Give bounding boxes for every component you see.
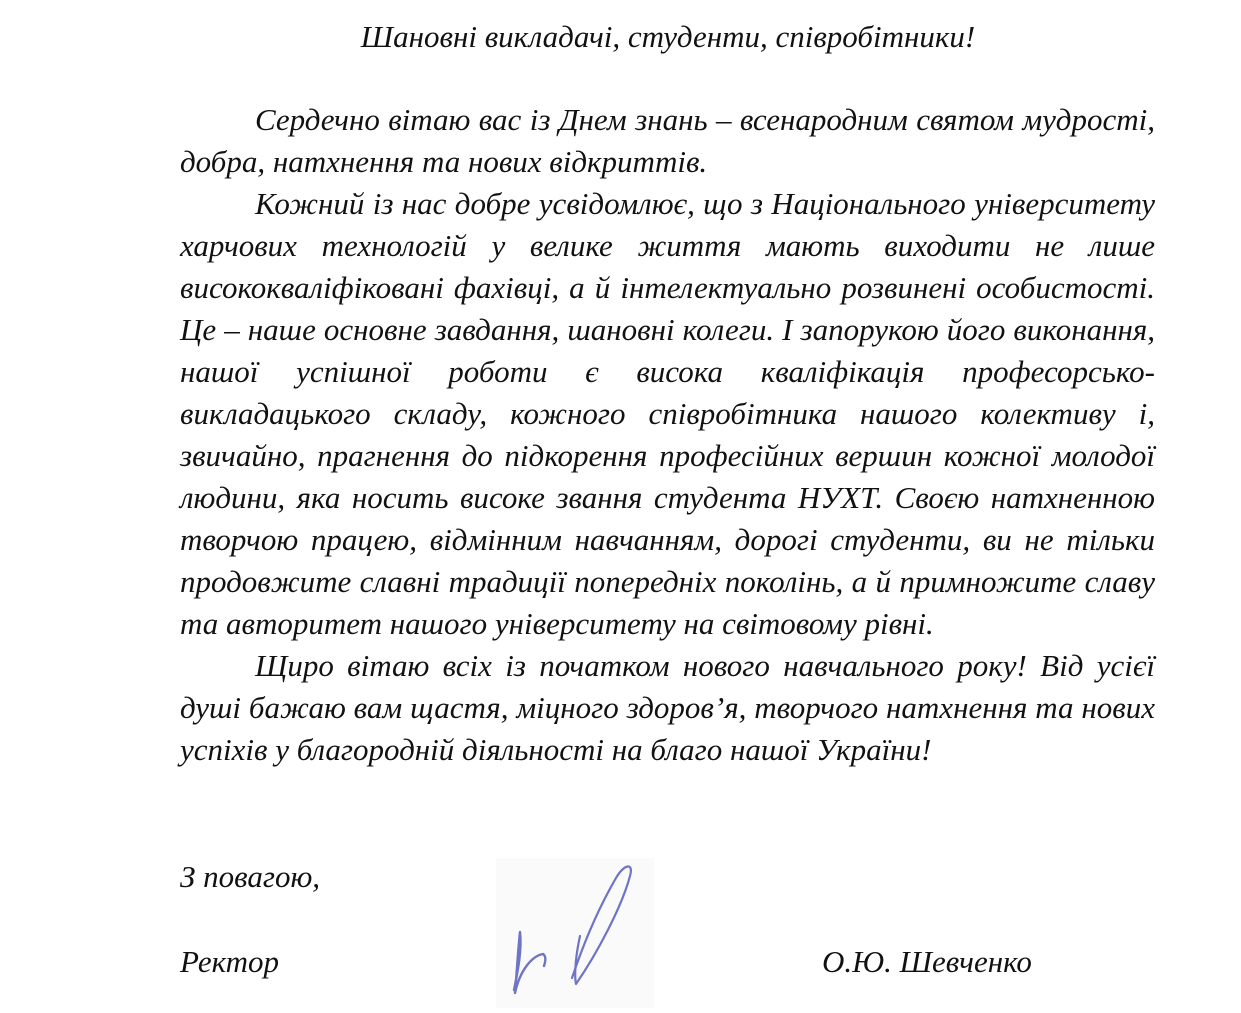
- signer-name: О.Ю. Шевченко: [822, 944, 1032, 979]
- paragraph-1: Сердечно вітаю вас із Днем знань – всенародним святом мудрості, добра, натхнення та нових відкриттів.: [180, 102, 1155, 179]
- letter-closing: З повагою,: [180, 859, 321, 894]
- signature-image: [496, 858, 654, 1008]
- letter-greeting: Шановні викладачі, студенти, співробітники!: [360, 19, 976, 54]
- letter-body: [180, 99, 1155, 771]
- paragraph-3: Щиро вітаю всіх із початком нового навчального року! Від усієї душі бажаю вам щастя, міцного здоров’я, творчого натхнення та нових успіхів у благородній діяльності на благо нашої України!: [180, 648, 1155, 767]
- paragraph-2: Кожний із нас добре усвідомлює, що з Національного університету харчових технологій у велике життя мають виходити не лише висококваліфіковані фахівці, а й інтелектуально розвинені особистості. Це – наше основне завдання, шановні колеги. І запорукою його виконання, нашої успішної роботи є висока кваліфікація професорсько-викладацького складу, кожного співробітника нашого колективу і, звичайно, прагнення до підкорення професійних вершин кожної молодої людини, яка носить високе звання студента НУХТ. Своєю натхненною творчою працею, відмінним навчанням, дорогі студенти, ви не тільки продовжите славні традиції попередніх поколінь, а й примножите славу та авторитет нашого університету на світовому рівні.: [180, 186, 1155, 641]
- signer-position: Ректор: [180, 944, 280, 979]
- signature-icon: [496, 858, 654, 1008]
